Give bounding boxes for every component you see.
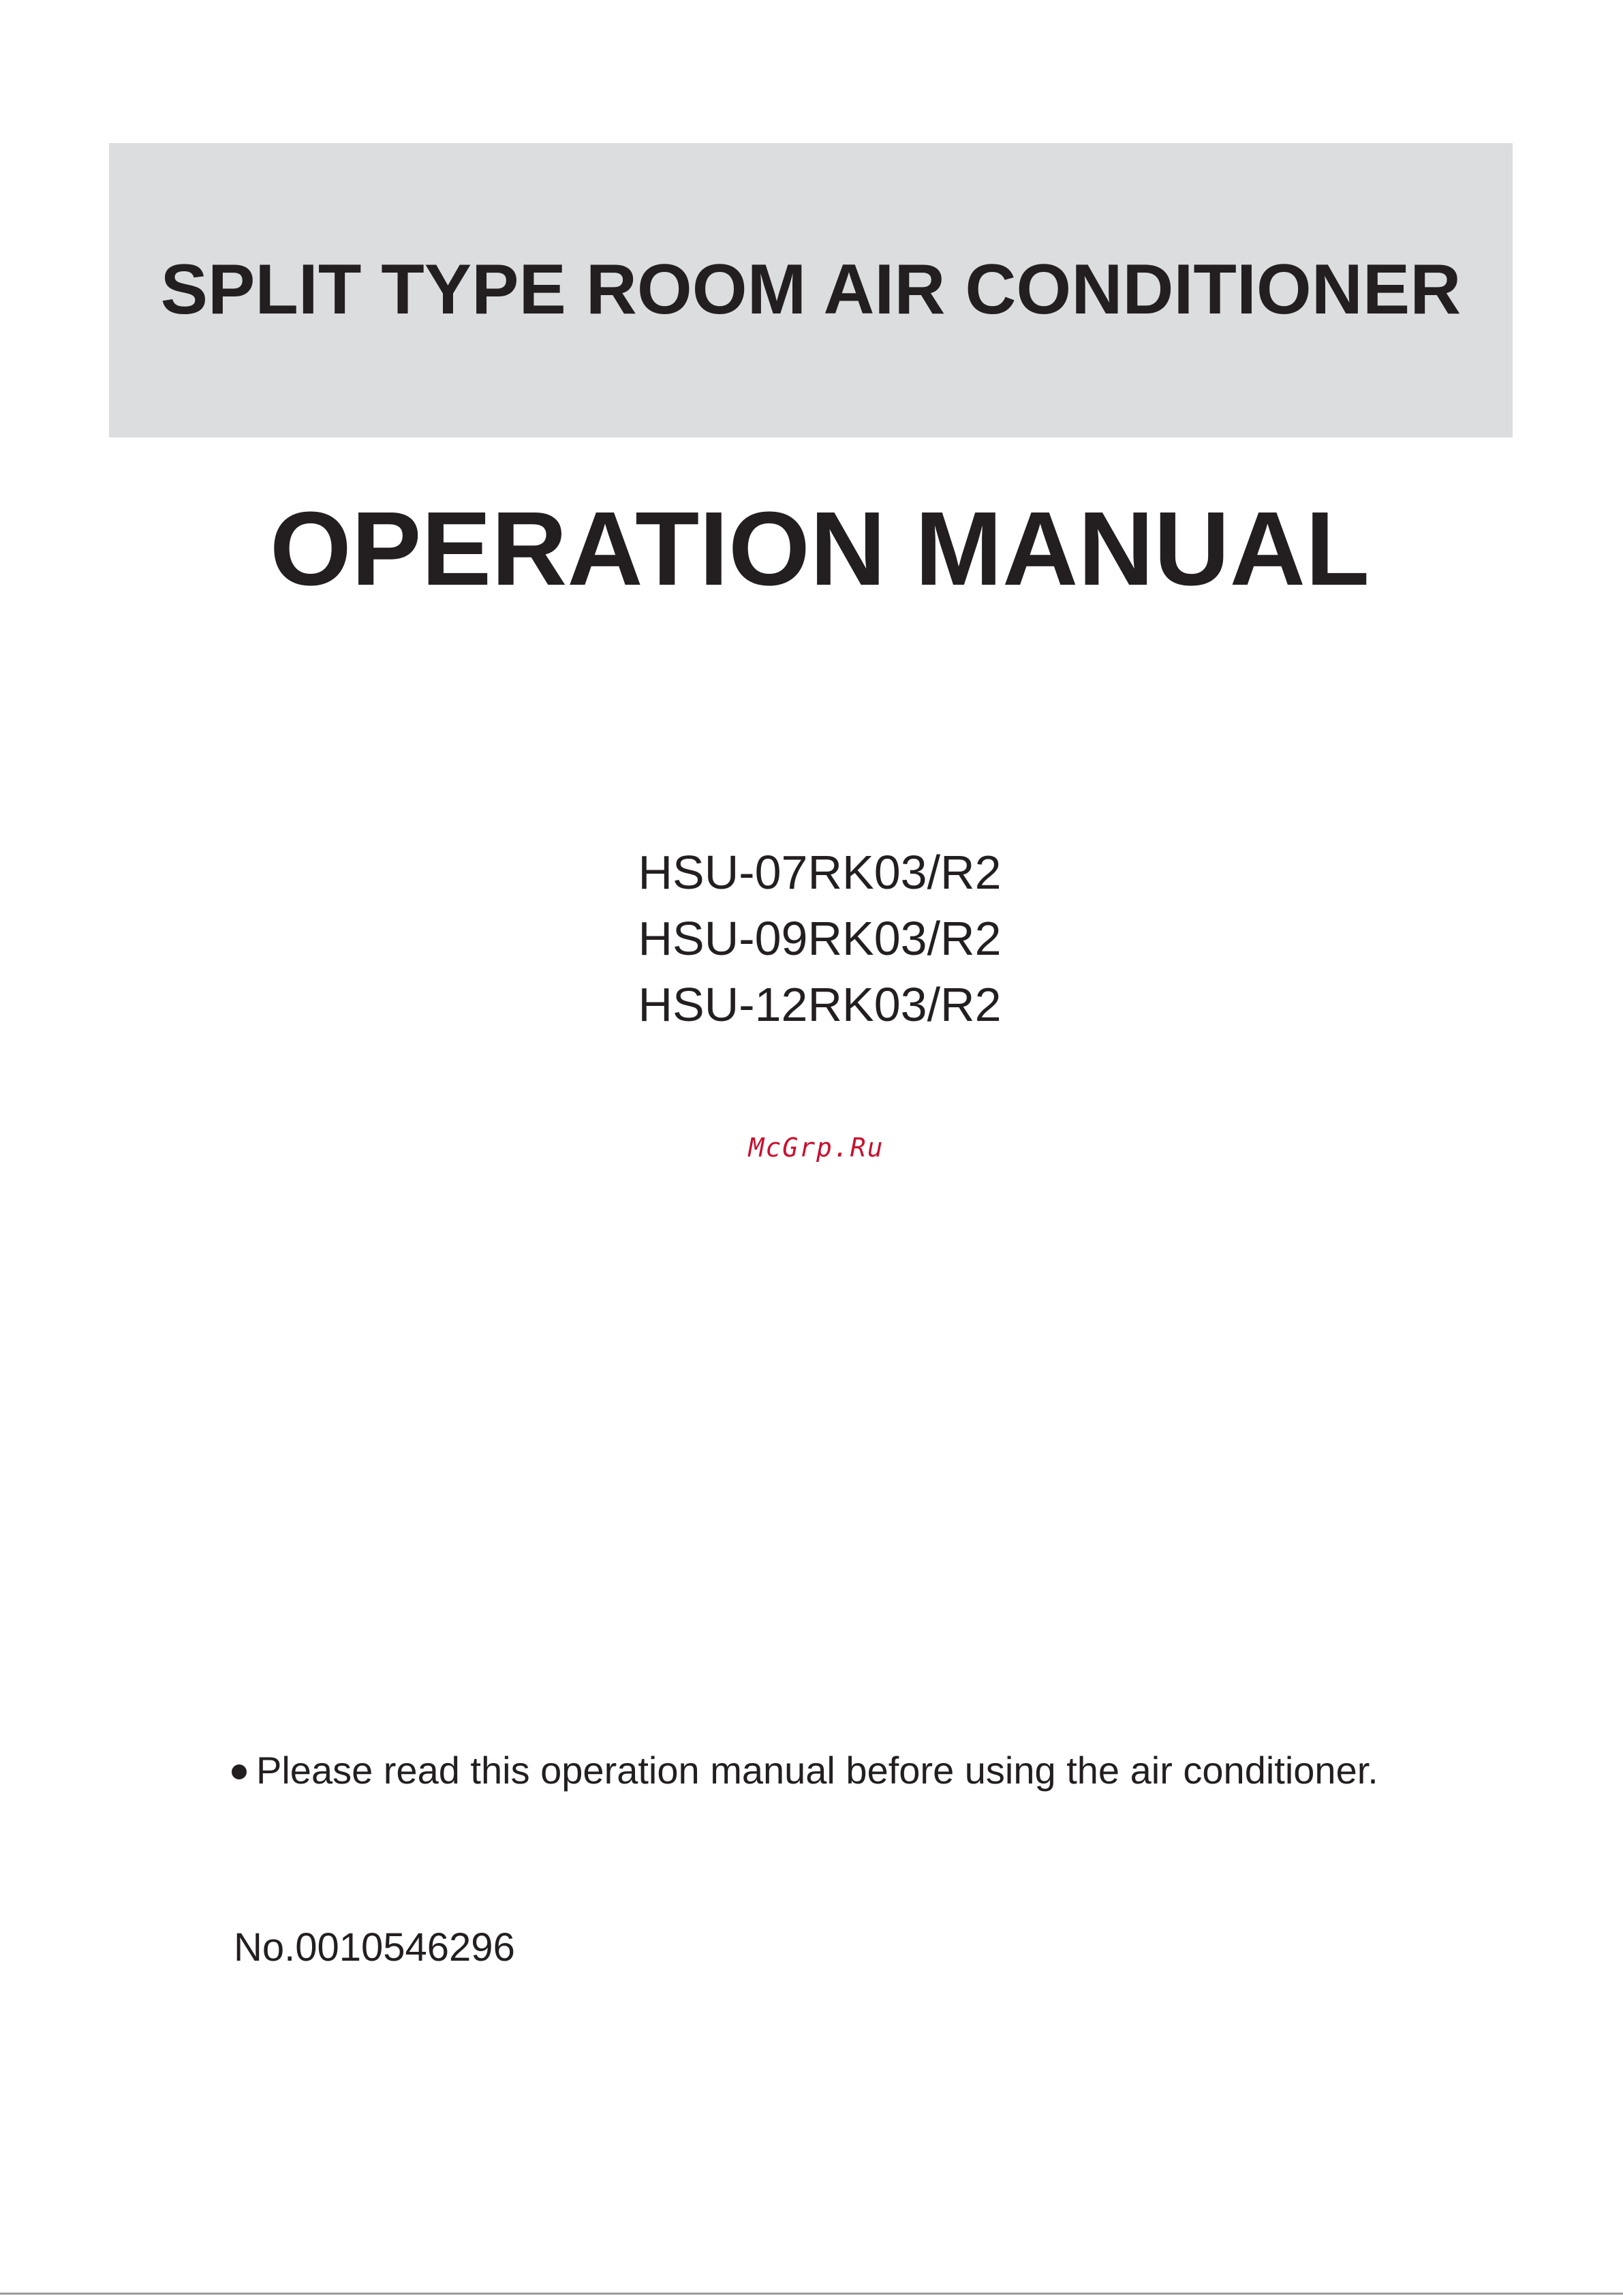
document-number: No.0010546296 [234,1925,515,1970]
model-number: HSU-12RK03/R2 [638,978,1002,1031]
page-title: OPERATION MANUAL [269,490,1370,607]
header-title: SPLIT TYPE ROOM AIR CONDITIONER [160,250,1462,329]
model-list [0,840,1623,1038]
bullet-icon [232,1764,247,1779]
model-number: HSU-09RK03/R2 [638,912,1002,965]
read-manual-notice [232,1743,1378,1798]
bottom-divider [0,2293,1623,2295]
header-band [109,143,1513,438]
notice-text: Please read this operation manual before using the air conditioner. [256,1749,1378,1792]
watermark-text: McGrp.Ru [748,1133,884,1163]
model-number: HSU-07RK03/R2 [638,846,1002,899]
